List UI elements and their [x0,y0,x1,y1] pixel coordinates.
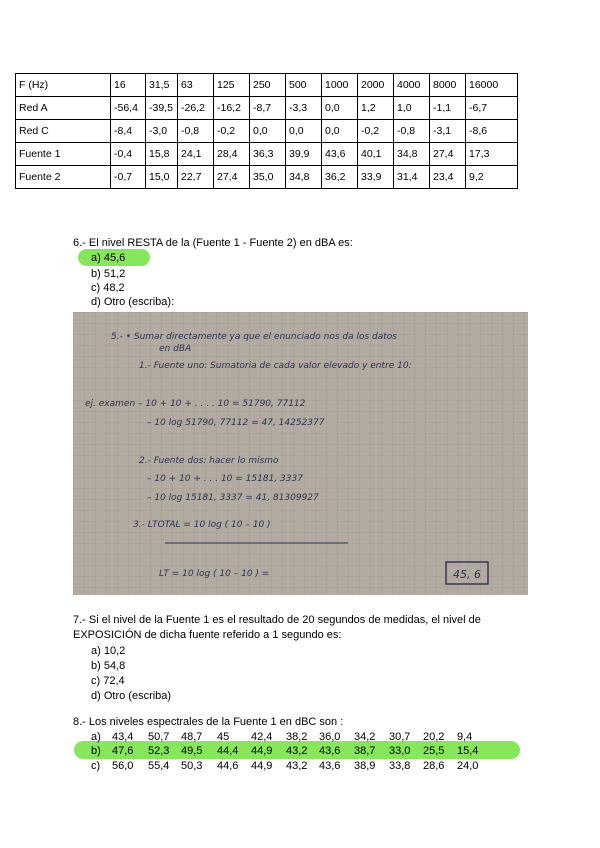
value: 25,5 [423,745,445,757]
table-cell: Red A [16,97,111,120]
question-7-text-line-1: 7.- Si el nivel de la Fuente 1 es el resultado de 20 segundos de medidas, el nivel de [73,614,481,626]
value: 49,5 [181,745,203,757]
table-header-row [16,74,518,97]
table-cell: 15,0 [146,166,178,189]
table-cell: 35,0 [250,166,286,189]
table-cell: -8,7 [250,97,286,120]
frequency-table [15,73,518,189]
option-label: c) [91,760,101,772]
table-cell: 23,4 [430,166,466,189]
table-cell: 0,0 [250,120,286,143]
handwritten-line: 1.- Fuente uno: Sumatoria de cada valor elevado y entre 10: [139,361,412,371]
question-7-option-a: a) 10,2 [91,645,126,657]
value: 45 [217,731,230,743]
table-cell: 24,1 [178,143,214,166]
table-cell: 1,2 [358,97,394,120]
table-cell: Fuente 1 [16,143,111,166]
table-cell: -3,1 [430,120,466,143]
handwritten-answer: 45, 6 [453,568,481,581]
table-cell: 43,6 [322,143,358,166]
question-6-option-c: c) 48,2 [91,282,125,294]
table-cell: -3,0 [146,120,178,143]
handwritten-line: en dBA [159,344,192,354]
table-cell: 17,3 [466,143,518,166]
table-cell: 2000 [358,74,394,97]
question-7-option-c: c) 72,4 [91,675,125,687]
value: 43,4 [112,731,134,743]
question-8-text: 8.- Los niveles espectrales de la Fuente 1 en dBC son : [73,716,344,728]
table-cell: -39,5 [146,97,178,120]
table-cell: 28,4 [214,143,250,166]
value: 43,2 [286,760,308,772]
value: 50,7 [148,731,170,743]
question-6-option-a: a) 45,6 [91,252,126,264]
table-cell: 27,4 [430,143,466,166]
handwritten-line: 2.- Fuente dos: hacer lo mismo [139,456,279,466]
table-cell: 4000 [394,74,430,97]
value: 44,6 [217,760,239,772]
table-cell: -0,8 [178,120,214,143]
handwritten-solution-photo [73,312,528,595]
table-cell: 15,8 [146,143,178,166]
table-cell: -6,7 [466,97,518,120]
question-6-text: 6.- El nivel RESTA de la (Fuente 1 - Fuente 2) en dBA es: [73,237,353,249]
handwritten-line: LT = 10 log ( 10 – 10 ) = [159,569,270,579]
table-cell: -0,2 [358,120,394,143]
question-6-option-b: b) 51,2 [91,268,126,280]
handwritten-line: ej. examen – 10 + 10 + . . . . 10 = 51790, 77112 [85,399,306,409]
handwritten-line: 5.- • Sumar directamente ya que el enunciado nos da los datos [111,332,397,342]
option-label: a) [91,731,101,743]
value: 47,6 [112,745,134,757]
table-cell: 16000 [466,74,518,97]
table-cell: 63 [178,74,214,97]
value: 43,2 [286,745,308,757]
table-row-fuente-2 [16,166,518,189]
table-cell: 36,3 [250,143,286,166]
table-cell: 500 [286,74,322,97]
table-cell: 34,8 [286,166,322,189]
value: 33,0 [389,745,411,757]
table-row-fuente-1 [16,143,518,166]
table-cell: -8,4 [111,120,146,143]
value: 15,4 [457,745,479,757]
table-cell: -0,7 [111,166,146,189]
value: 38,2 [286,731,308,743]
value: 9,4 [457,731,473,743]
table-cell: 34,8 [394,143,430,166]
value: 24,0 [457,760,479,772]
value: 30,7 [389,731,411,743]
table-cell: -3,3 [286,97,322,120]
value: 44,9 [251,745,273,757]
table-cell: 0,0 [322,97,358,120]
value: 55,4 [148,760,170,772]
table-cell: 40,1 [358,143,394,166]
table-cell: 125 [214,74,250,97]
value: 36,0 [319,731,341,743]
question-7-text-line-2: EXPOSICIÓN de dicha fuente referido a 1 segundo es: [73,629,342,641]
value: 43,6 [319,760,341,772]
handwritten-line: 3.- LTOTAL = 10 log ( 10 – 10 ) [133,520,271,530]
handwritten-line: – 10 + 10 + . . . 10 = 15181, 3337 [147,474,303,484]
option-label: b) [91,745,101,757]
value: 38,7 [354,745,376,757]
table-cell: 27,4 [214,166,250,189]
table-cell: 31,4 [394,166,430,189]
table-row-red-c [16,120,518,143]
value: 38,9 [354,760,376,772]
table-cell: -8,6 [466,120,518,143]
table-cell: 36,2 [322,166,358,189]
table-cell: -26,2 [178,97,214,120]
value: 33,8 [389,760,411,772]
value: 20,2 [423,731,445,743]
value: 44,9 [251,760,273,772]
table-cell: 1000 [322,74,358,97]
grid-paper [73,312,528,595]
value: 43,6 [319,745,341,757]
table-cell: 8000 [430,74,466,97]
table-cell: 16 [111,74,146,97]
table-cell: -0,4 [111,143,146,166]
table-row-red-a [16,97,518,120]
question-7-option-b: b) 54,8 [91,660,126,672]
table-cell: 33,9 [358,166,394,189]
table-cell: 250 [250,74,286,97]
table-cell: 39,9 [286,143,322,166]
table-cell: -56,4 [111,97,146,120]
handwritten-line: – 10 log 15181, 3337 = 41, 81309927 [147,493,319,503]
value: 56,0 [112,760,134,772]
table-cell: 0,0 [286,120,322,143]
value: 28,6 [423,760,445,772]
handwritten-line: – 10 log 51790, 77112 = 47, 14252377 [147,418,325,428]
value: 48,7 [181,731,203,743]
table-cell: 22,7 [178,166,214,189]
value: 50,3 [181,760,203,772]
question-7-option-d: d) Otro (escriba) [91,690,172,702]
table-cell: 9,2 [466,166,518,189]
table-cell: 0,0 [322,120,358,143]
value: 44,4 [217,745,239,757]
table-cell: -0,2 [214,120,250,143]
value: 34,2 [354,731,376,743]
table-cell: F (Hz) [16,74,111,97]
table-cell: -16,2 [214,97,250,120]
table-cell: -0,8 [394,120,430,143]
table-cell: 1,0 [394,97,430,120]
table-cell: 31,5 [146,74,178,97]
value: 42,4 [251,731,273,743]
table-cell: Red C [16,120,111,143]
question-6-option-d: d) Otro (escriba): [91,296,175,308]
value: 52,3 [148,745,170,757]
table-cell: -1,1 [430,97,466,120]
table-cell: Fuente 2 [16,166,111,189]
